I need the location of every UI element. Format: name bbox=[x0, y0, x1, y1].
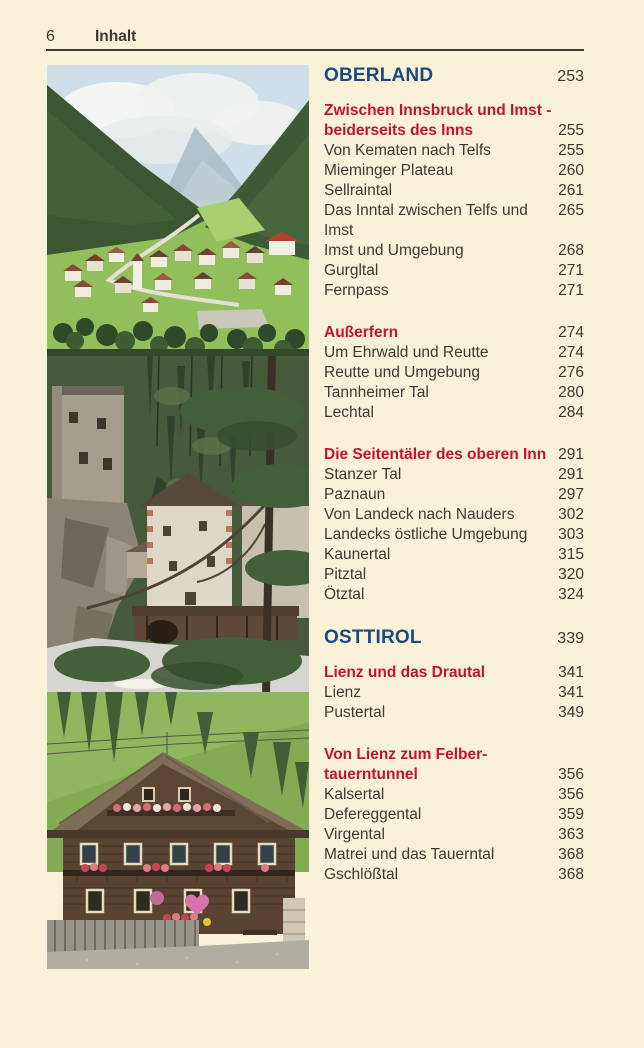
header-title: Inhalt bbox=[95, 28, 137, 45]
toc-entry bbox=[324, 565, 584, 585]
toc-entry bbox=[324, 683, 584, 703]
group-heading-line: tauerntunnel 356 bbox=[324, 766, 584, 783]
toc-entry-page: 341 bbox=[558, 684, 584, 701]
toc-group-von-lienz-zum-felbertauerntunnel bbox=[324, 745, 584, 885]
toc-entry-label: Das Inntal zwischen Telfs und Imst bbox=[324, 202, 528, 239]
section-page-number: 339 bbox=[557, 630, 584, 647]
toc-entry-label: Von Landeck nach Nauders bbox=[324, 506, 515, 523]
toc-group-zwischen-innsbruck-und-imst bbox=[324, 101, 584, 301]
toc-entry-label: Virgental bbox=[324, 826, 385, 843]
toc-entry bbox=[324, 703, 584, 723]
toc-entry bbox=[324, 241, 584, 261]
toc-entry-label: Pitztal bbox=[324, 566, 367, 583]
toc-entry bbox=[324, 585, 584, 605]
toc-entry bbox=[324, 141, 584, 161]
toc-entry-page: 268 bbox=[558, 242, 584, 259]
toc-entry bbox=[324, 201, 584, 241]
toc-entry-label: Mieminger Plateau bbox=[324, 162, 454, 179]
toc-entry-page: 363 bbox=[558, 826, 584, 843]
toc-entry bbox=[324, 403, 584, 423]
toc-entry-page: 291 bbox=[558, 466, 584, 483]
toc-entry bbox=[324, 485, 584, 505]
toc-entry-page: 261 bbox=[558, 182, 584, 199]
header-rule bbox=[46, 49, 584, 51]
wooden-farmhouse-photo bbox=[47, 692, 309, 969]
toc-entry-page: 284 bbox=[558, 404, 584, 421]
toc-entry-label: Matrei und das Tauerntal bbox=[324, 846, 495, 863]
toc-entry-page: 315 bbox=[558, 546, 584, 563]
toc-entry-page: 302 bbox=[558, 506, 584, 523]
group-page-number: 291 bbox=[558, 446, 584, 463]
toc-entry-page: 276 bbox=[558, 364, 584, 381]
group-page-number: 356 bbox=[558, 766, 584, 783]
toc-entry bbox=[324, 261, 584, 281]
photo-column bbox=[47, 65, 309, 969]
page-number: 6 bbox=[46, 28, 55, 45]
toc-entry-label: Paznaun bbox=[324, 486, 386, 503]
group-page-number: 341 bbox=[558, 664, 584, 681]
toc-entry bbox=[324, 845, 584, 865]
toc-entry-page: 297 bbox=[558, 486, 584, 503]
toc-section-oberland bbox=[324, 65, 584, 87]
toc-entry-page: 356 bbox=[558, 786, 584, 803]
toc-entry-label: Kalsertal bbox=[324, 786, 385, 803]
section-title: OBERLAND bbox=[324, 65, 434, 86]
photo-wooden-farmhouse bbox=[47, 692, 309, 969]
toc-entry bbox=[324, 525, 584, 545]
gorge-castle-photo bbox=[47, 356, 309, 692]
toc-entry-page: 271 bbox=[558, 262, 584, 279]
toc-entry-label: Kaunertal bbox=[324, 546, 391, 563]
toc-page bbox=[0, 28, 644, 1048]
toc-entry-label: Ötztal bbox=[324, 586, 365, 603]
toc-entry-label: Gurgltal bbox=[324, 262, 379, 279]
toc-entry-page: 324 bbox=[558, 586, 584, 603]
toc-section-osttirol bbox=[324, 627, 584, 649]
toc-entry-page: 303 bbox=[558, 526, 584, 543]
toc-entry-page: 368 bbox=[558, 866, 584, 883]
table-of-contents bbox=[324, 65, 584, 969]
toc-entry-label: Um Ehrwald und Reutte bbox=[324, 344, 489, 361]
group-page-number: 274 bbox=[558, 324, 584, 341]
toc-group-lienz-und-das-drautal bbox=[324, 663, 584, 723]
section-page-number: 253 bbox=[557, 68, 584, 85]
page-header bbox=[46, 28, 584, 46]
group-page-number: 255 bbox=[558, 122, 584, 139]
toc-entry-page: 280 bbox=[558, 384, 584, 401]
toc-entry bbox=[324, 825, 584, 845]
toc-entry bbox=[324, 181, 584, 201]
toc-entry-page: 265 bbox=[558, 202, 584, 219]
group-heading-line: beiderseits des Inns 255 bbox=[324, 122, 584, 139]
toc-entry bbox=[324, 465, 584, 485]
toc-entry bbox=[324, 505, 584, 525]
toc-entry-page: 368 bbox=[558, 846, 584, 863]
toc-entry-label: Reutte und Umgebung bbox=[324, 364, 480, 381]
toc-entry bbox=[324, 865, 584, 885]
toc-entry-label: Von Kematen nach Telfs bbox=[324, 142, 491, 159]
section-title: OSTTIROL bbox=[324, 627, 422, 648]
toc-entry bbox=[324, 785, 584, 805]
toc-entry-label: Landecks östliche Umgebung bbox=[324, 526, 528, 543]
toc-entry-page: 359 bbox=[558, 806, 584, 823]
group-heading-line: Von Lienz zum Felber- bbox=[324, 746, 488, 763]
toc-entry bbox=[324, 343, 584, 363]
toc-entry-page: 320 bbox=[558, 566, 584, 583]
toc-entry-label: Lechtal bbox=[324, 404, 374, 421]
toc-entry-label: Sellraintal bbox=[324, 182, 393, 199]
toc-entry-page: 271 bbox=[558, 282, 584, 299]
toc-entry-label: Tannheimer Tal bbox=[324, 384, 429, 401]
photo-alpine-valley-village bbox=[47, 65, 309, 356]
photo-gorge-castle bbox=[47, 356, 309, 692]
toc-group-seitentaeler-oberer-inn bbox=[324, 445, 584, 605]
toc-entry-page: 274 bbox=[558, 344, 584, 361]
toc-entry bbox=[324, 545, 584, 565]
toc-entry-label: Lienz bbox=[324, 684, 362, 701]
toc-entry-page: 255 bbox=[558, 142, 584, 159]
group-heading-line: Zwischen Innsbruck und Imst - bbox=[324, 102, 552, 119]
alpine-valley-village-photo bbox=[47, 65, 309, 356]
toc-entry-label: Pustertal bbox=[324, 704, 386, 721]
toc-entry bbox=[324, 161, 584, 181]
toc-entry bbox=[324, 805, 584, 825]
toc-group-ausserfern bbox=[324, 323, 584, 423]
group-heading-line: Die Seitentäler des oberen Inn 291 bbox=[324, 446, 584, 463]
toc-entry-label: Defereggental bbox=[324, 806, 422, 823]
group-heading-line: Lienz und das Drautal 341 bbox=[324, 664, 584, 681]
toc-entry-page: 260 bbox=[558, 162, 584, 179]
toc-entry-page: 349 bbox=[558, 704, 584, 721]
toc-entry-label: Fernpass bbox=[324, 282, 389, 299]
toc-entry bbox=[324, 281, 584, 301]
toc-entry bbox=[324, 383, 584, 403]
toc-entry bbox=[324, 363, 584, 383]
group-heading-line: Außerfern 274 bbox=[324, 324, 584, 341]
toc-entry-label: Imst und Umgebung bbox=[324, 242, 464, 259]
toc-entry-label: Gschlößtal bbox=[324, 866, 399, 883]
toc-entry-label: Stanzer Tal bbox=[324, 466, 402, 483]
